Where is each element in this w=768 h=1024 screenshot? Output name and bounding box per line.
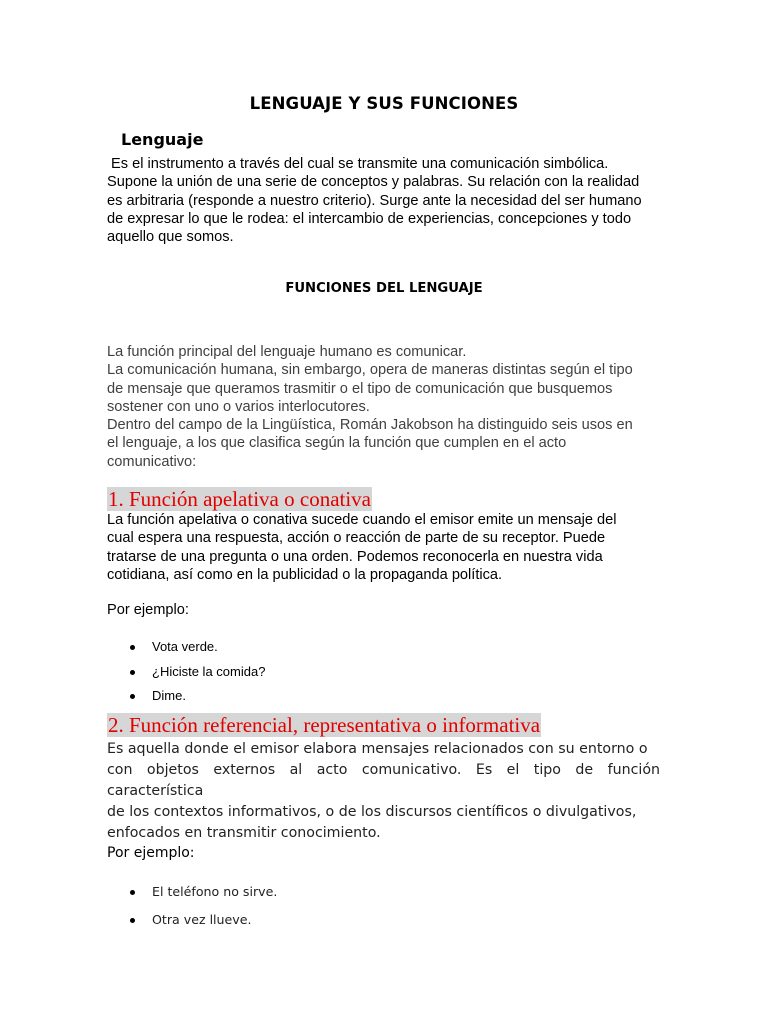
- paragraph-line: Dentro del campo de la Lingüística, Román Jakobson ha distinguido seis usos en: [107, 417, 633, 434]
- paragraph-line: comunicativo:: [107, 453, 197, 470]
- paragraph-line: con objetos externos al acto comunicativo. Es el tipo de función característica: [107, 762, 660, 799]
- paragraph-line: La función principal del lenguaje humano es comunicar.: [107, 344, 467, 360]
- list-item: ¿Hiciste la comida?: [107, 663, 265, 688]
- section2-paragraph: [107, 739, 660, 844]
- paragraph-line: cual espera una respuesta, acción o reacción de parte de su receptor. Puede: [107, 530, 606, 547]
- paragraph-line: La comunicación humana, sin embargo, opera de maneras distintas según el tipo: [107, 362, 633, 379]
- paragraph-line: La función apelativa o conativa sucede cuando el emisor emite un mensaje del: [107, 512, 617, 528]
- section1-paragraph: [107, 511, 660, 584]
- paragraph-line: tratarse de una pregunta o una orden. Podemos reconocerla en nuestra vida: [107, 548, 603, 565]
- paragraph-line: aquello que somos.: [107, 229, 234, 246]
- list-item: Vota verde.: [107, 638, 265, 663]
- paragraph-line: cotidiana, así como en la publicidad o la propaganda política.: [107, 566, 503, 583]
- section1-heading: 1. Función apelativa o conativa: [108, 487, 372, 511]
- list-item: El teléfono no sirve.: [107, 883, 277, 911]
- section1-example-label: Por ejemplo:: [107, 602, 189, 618]
- paragraph-line: de expresar lo que le rodea: el intercambio de experiencias, concepciones y todo: [107, 210, 632, 227]
- document-title: LENGUAJE Y SUS FUNCIONES: [249, 94, 519, 113]
- section1-example-list: [107, 638, 265, 712]
- section2-example-label: Por ejemplo:: [107, 845, 195, 861]
- paragraph-line: sostener con uno o varios interlocutores.: [107, 398, 370, 415]
- list-item: Otra vez llueve.: [107, 911, 277, 939]
- lenguaje-paragraph: [107, 155, 660, 246]
- paragraph-line: es arbitraria (responde a nuestro criterio). Surge ante la necesidad del ser humano: [107, 192, 642, 209]
- paragraph-line: enfocados en transmitir conocimiento.: [107, 825, 381, 841]
- paragraph-line: de los contextos informativos, o de los discursos científicos o divulgativos,: [107, 804, 637, 820]
- paragraph-line: el lenguaje, a los que clasifica según la función que cumplen en el acto: [107, 435, 567, 452]
- paragraph-line: Supone la unión de una serie de conceptos y palabras. Su relación con la realidad: [107, 174, 640, 191]
- lenguaje-heading: Lenguaje: [121, 130, 204, 149]
- paragraph-line: de mensaje que queramos trasmitir o el tipo de comunicación que busquemos: [107, 380, 613, 397]
- section2-heading: 2. Función referencial, representativa o informativa: [108, 713, 541, 737]
- paragraph-line: Es el instrumento a través del cual se transmite una comunicación simbólica.: [107, 156, 609, 172]
- paragraph-line: Es aquella donde el emisor elabora mensajes relacionados con su entorno o: [107, 741, 648, 757]
- list-item: Dime.: [107, 687, 265, 712]
- section2-example-list: [107, 883, 277, 939]
- funciones-heading: FUNCIONES DEL LENGUAJE: [285, 281, 483, 296]
- intro-paragraph: [107, 343, 660, 471]
